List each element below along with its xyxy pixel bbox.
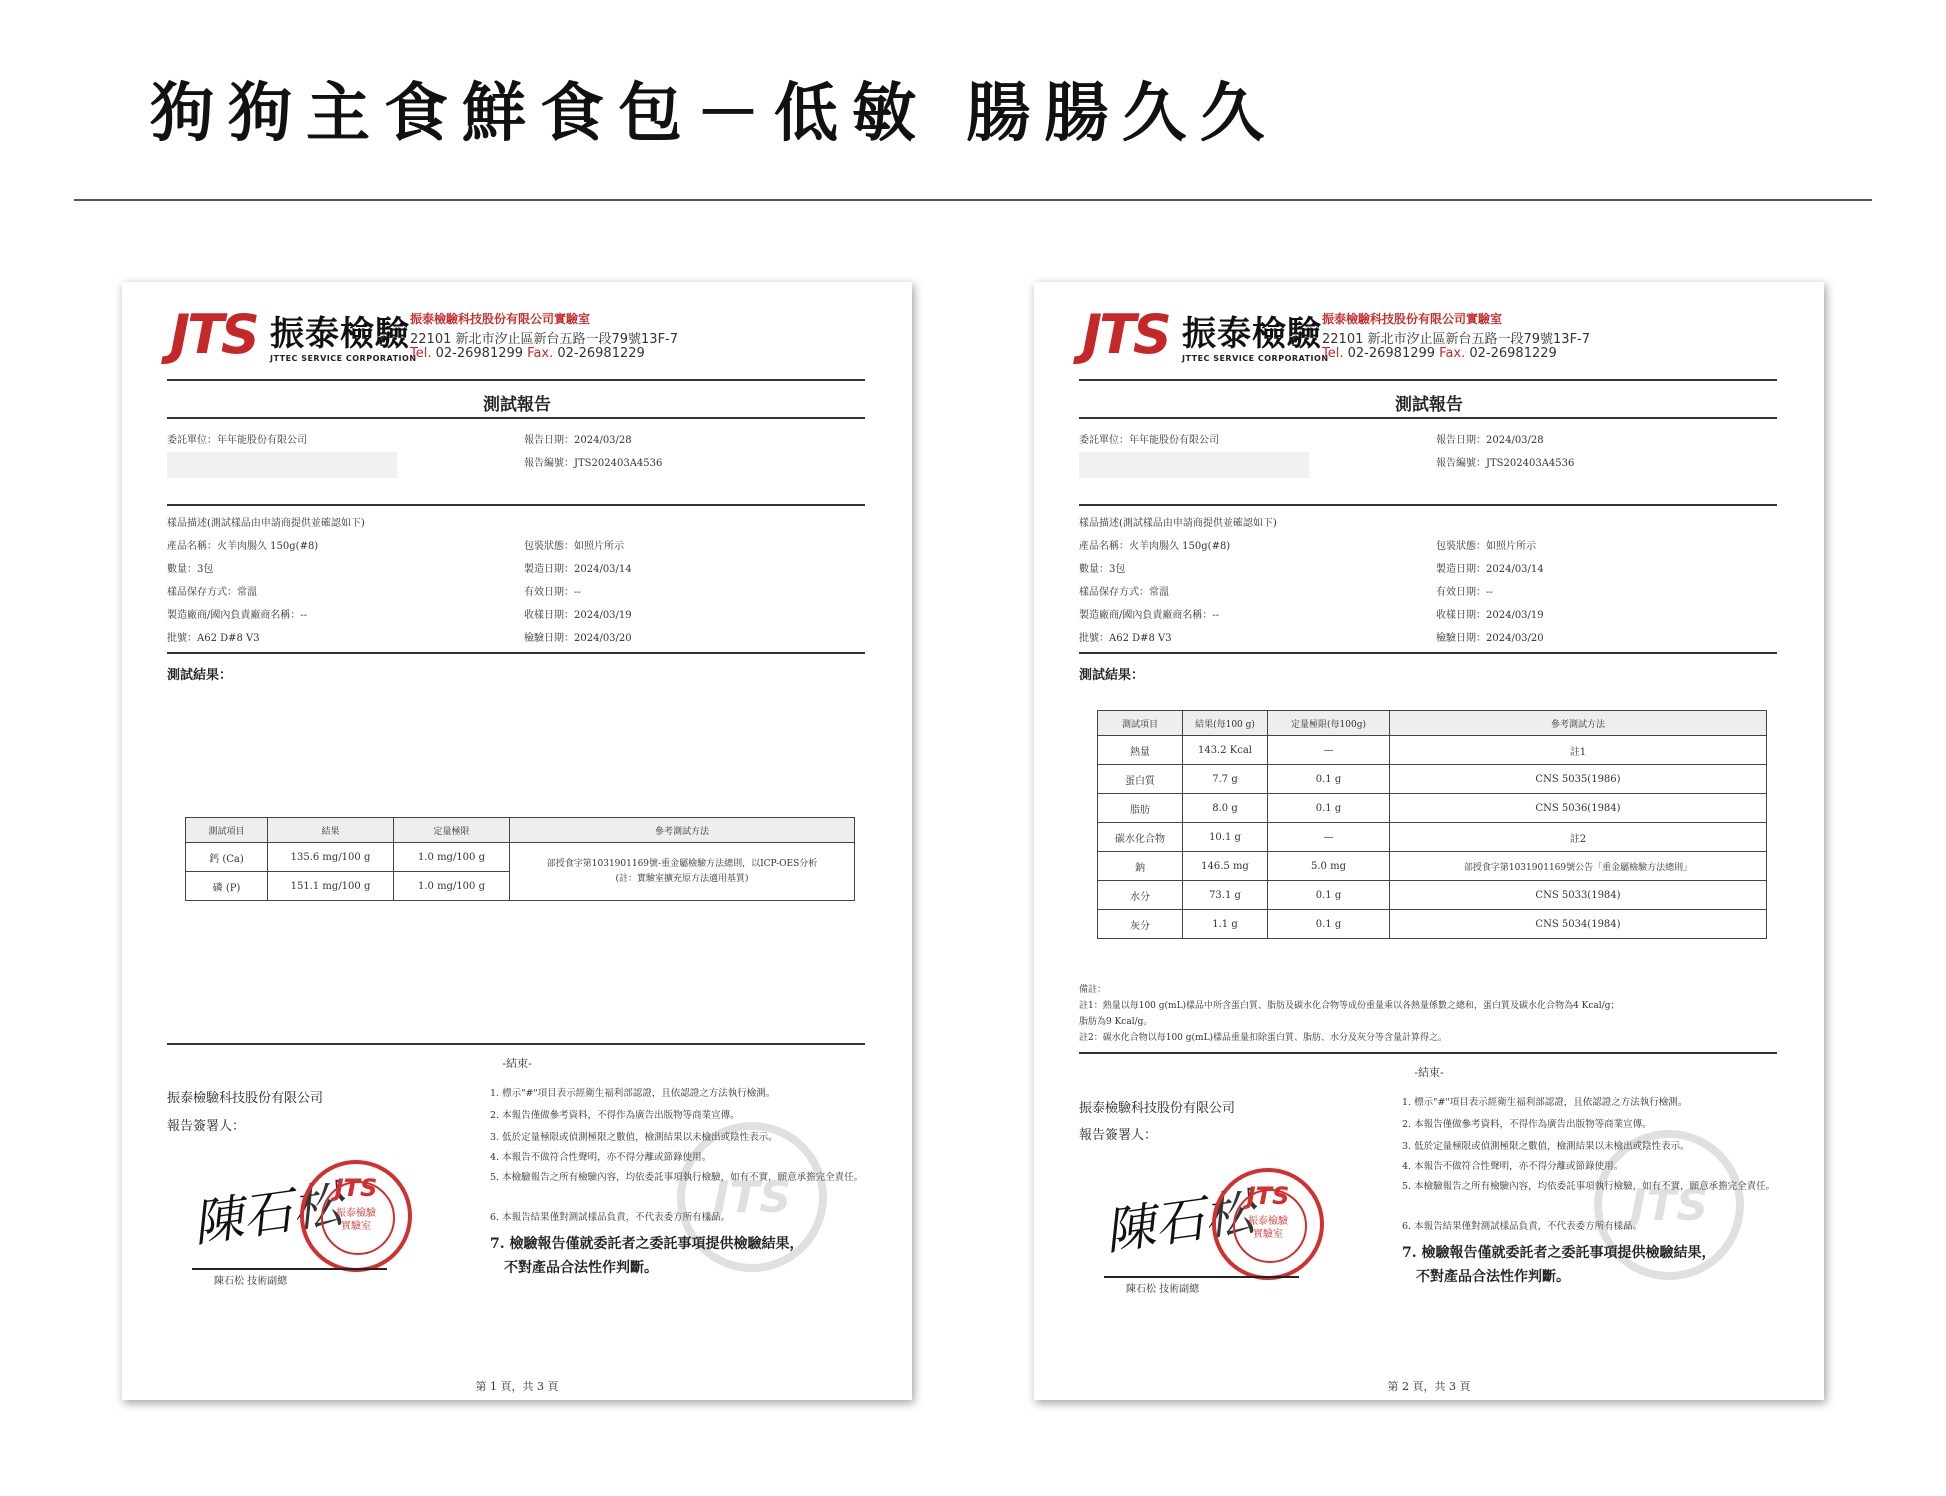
page-number: 第 2 頁，共 3 頁: [1387, 1380, 1471, 1393]
table-header-row: [1098, 711, 1767, 736]
signing-company: 振泰檢驗科技股份有限公司: [167, 1091, 324, 1106]
tel-label: Tel.: [410, 346, 432, 361]
rule: [1079, 652, 1777, 654]
lab-company-name: 振泰檢驗科技股份有限公司實驗室: [410, 312, 591, 326]
table-cell: 註2: [1390, 823, 1767, 852]
table-cell: 水分: [1098, 881, 1183, 910]
storage-field: 樣品保存方式：常溫: [1079, 587, 1169, 598]
table-cell: CNS 5036(1984): [1390, 794, 1767, 823]
end-label: -結束-: [502, 1057, 532, 1070]
table-cell: 0.1 g: [1268, 881, 1390, 910]
expiry-field: 有效日期：--: [524, 587, 581, 598]
signature-line: [192, 1268, 387, 1270]
table-cell: CNS 5033(1984): [1390, 881, 1767, 910]
client-field: 委託單位：年年能股份有限公司: [167, 435, 307, 446]
rule: [1079, 504, 1777, 506]
report-title: 測試報告: [483, 395, 551, 415]
table-cell: 143.2 Kcal: [1183, 736, 1268, 765]
logo-chinese-name: 振泰檢驗: [270, 314, 410, 354]
batch-field: 批號：A62 D#8 V3: [167, 633, 260, 644]
redacted-block: [167, 452, 397, 478]
table-cell: 灰分: [1098, 910, 1183, 939]
logo-english-name: JTTEC SERVICE CORPORATION: [1182, 354, 1329, 363]
table-row: [1098, 736, 1767, 765]
signer-name: 陳石松 技術副總: [214, 1276, 288, 1287]
note-1-cont: 脂肪為9 Kcal/g。: [1079, 1017, 1153, 1027]
table-cell: 脂肪: [1098, 794, 1183, 823]
condition-item: 6. 本報告結果僅對測試樣品負責，不代表委方所有樣品。: [490, 1212, 731, 1223]
table-cell: 部授食字第1031901169號公告「重金屬檢驗方法總則」: [1390, 852, 1767, 881]
table-row: [1098, 910, 1767, 939]
condition-item: 1. 標示"#"項目表示經衛生福利部認證，且依認證之方法執行檢測。: [490, 1088, 776, 1099]
table-cell: 73.1 g: [1183, 881, 1268, 910]
seal-text: 振泰檢驗: [1248, 1216, 1288, 1227]
handwritten-signature: 陳石松: [1101, 1182, 1258, 1262]
packaging-field: 包裝狀態：如照片所示: [524, 541, 624, 552]
test-date-field: 檢驗日期：2024/03/20: [1436, 633, 1544, 644]
lab-address: 22101 新北市汐止區新台五路一段79號13F-7: [1322, 332, 1591, 347]
note-1: 註1：熱量以每100 g(mL)樣品中所含蛋白質、脂肪及碳水化合物等成份重量乘以各熱量係數之總和，蛋白質及碳水化合物為4 Kcal/g；: [1079, 1001, 1620, 1011]
results-heading: 測試結果：: [167, 668, 233, 683]
expiry-field: 有效日期：--: [1436, 587, 1493, 598]
signature-line: [1104, 1276, 1299, 1278]
table-row: [1098, 765, 1767, 794]
condition-item: 4. 本報告不做符合性聲明，亦不得分離或節錄使用。: [490, 1152, 712, 1163]
quantity-field: 數量：3包: [1079, 564, 1126, 575]
table-header-row: [186, 818, 855, 843]
table-cell: 0.1 g: [1268, 765, 1390, 794]
signing-company: 振泰檢驗科技股份有限公司: [1079, 1101, 1236, 1116]
report-page-2[interactable]: [1034, 282, 1824, 1400]
table-row: [1098, 852, 1767, 881]
table-cell: 鈉: [1098, 852, 1183, 881]
maker-field: 製造廠商/國內負責廠商名稱：--: [167, 610, 308, 621]
method-note: (註：實驗室擴充原方法適用基質): [615, 873, 749, 884]
table-row: [186, 843, 855, 872]
table-cell: 1.0 mg/100 g: [394, 843, 510, 872]
sample-description: 樣品描述(測試樣品由申請商提供並確認如下): [167, 518, 365, 529]
signer-name: 陳石松 技術副總: [1126, 1284, 1200, 1295]
mfg-date-field: 製造日期：2024/03/14: [1436, 564, 1544, 575]
table-cell: 註1: [1390, 736, 1767, 765]
watermark-seal-icon: JTS: [1594, 1130, 1744, 1280]
table-cell: 1.1 g: [1183, 910, 1268, 939]
rule: [167, 504, 865, 506]
report-conditions: [1402, 1096, 1797, 1326]
table-cell: 5.0 mg: [1268, 852, 1390, 881]
quantity-field: 數量：3包: [167, 564, 214, 575]
end-label: -結束-: [1414, 1066, 1444, 1079]
maker-field: 製造廠商/國內負責廠商名稱：--: [1079, 610, 1220, 621]
table-cell: CNS 5035(1986): [1390, 765, 1767, 794]
results-table: [185, 817, 855, 901]
table-cell: 1.0 mg/100 g: [394, 872, 510, 901]
table-cell: 135.6 mg/100 g: [268, 843, 394, 872]
condition-item: 5. 本檢驗報告之所有檢驗內容，均依委託事項執行檢驗，如有不實，願意承擔完全責任。: [1402, 1181, 1776, 1192]
condition-item: 3. 低於定量極限或偵測極限之數值，檢測結果以未檢出或陰性表示。: [1402, 1141, 1690, 1152]
report-number-field: 報告編號：JTS202403A4536: [1436, 458, 1575, 469]
condition-item: 7. 檢驗報告僅就委託者之委託事項提供檢驗結果，: [490, 1236, 804, 1252]
rule: [167, 1043, 865, 1045]
lab-seal-icon: [1212, 1168, 1324, 1280]
tel-number: 02-26981299: [1347, 346, 1436, 361]
table-cell: —: [1268, 736, 1390, 765]
rule: [167, 652, 865, 654]
seal-text: 實驗室: [341, 1221, 371, 1232]
table-header: 參考測試方法: [1390, 711, 1767, 736]
report-date-field: 報告日期：2024/03/28: [1436, 435, 1544, 446]
condition-item: 不對產品合法性作判斷。: [1416, 1269, 1570, 1285]
table-notes: [1079, 982, 1779, 1046]
letterhead: [1082, 298, 1802, 368]
table-cell: 8.0 g: [1183, 794, 1268, 823]
storage-field: 樣品保存方式：常溫: [167, 587, 257, 598]
jts-logo-icon: JTS: [1082, 303, 1169, 366]
lab-contact: [410, 346, 645, 361]
method-line: 部授食字第1031901169號-重金屬檢驗方法總則，以ICP-OES分析: [546, 858, 818, 869]
fax-label: Fax.: [1439, 346, 1466, 361]
lab-contact: [1322, 346, 1557, 361]
tel-number: 02-26981299: [435, 346, 524, 361]
signer-label: 報告簽署人：: [167, 1119, 246, 1134]
rule: [167, 379, 865, 381]
table-cell: 146.5 mg: [1183, 852, 1268, 881]
lab-seal-icon: [300, 1160, 412, 1272]
table-cell: 10.1 g: [1183, 823, 1268, 852]
receive-date-field: 收樣日期：2024/03/19: [1436, 610, 1544, 621]
method-cell: [510, 843, 855, 901]
table-cell: 151.1 mg/100 g: [268, 872, 394, 901]
note-2: 註2：碳水化合物以每100 g(mL)樣品重量扣除蛋白質、脂肪、水分及灰分等含量計算得之。: [1079, 1033, 1448, 1043]
rule: [1079, 1052, 1777, 1054]
handwritten-signature: 陳石松: [189, 1174, 346, 1254]
condition-item: 1. 標示"#"項目表示經衛生福利部認證，且依認證之方法執行檢測。: [1402, 1097, 1688, 1108]
title-divider: [74, 199, 1872, 201]
watermark-seal-icon: JTS: [677, 1122, 827, 1272]
condition-item: 3. 低於定量極限或偵測極限之數值，檢測結果以未檢出或陰性表示。: [490, 1132, 778, 1143]
table-cell: 蛋白質: [1098, 765, 1183, 794]
table-row: [1098, 823, 1767, 852]
table-cell: 磷 (P): [186, 872, 268, 901]
sample-description: 樣品描述(測試樣品由申請商提供並確認如下): [1079, 518, 1277, 529]
condition-item: 不對產品合法性作判斷。: [504, 1260, 658, 1276]
rule: [1079, 417, 1777, 419]
condition-item: 2. 本報告僅做參考資料，不得作為廣告出版物等商業宣傳。: [490, 1110, 740, 1121]
page-title: 狗狗主食鮮食包－低敏 腸腸久久: [150, 77, 1279, 151]
table-header: 定量極限(每100g): [1268, 711, 1390, 736]
seal-mark: JTS: [1246, 1182, 1290, 1210]
condition-item: 5. 本檢驗報告之所有檢驗內容，均依委託事項執行檢驗，如有不實，願意承擔完全責任。: [490, 1172, 864, 1183]
table-header: 結果: [268, 818, 394, 843]
nutrition-table: [1097, 710, 1767, 939]
table-row: [1098, 794, 1767, 823]
packaging-field: 包裝狀態：如照片所示: [1436, 541, 1536, 552]
notes-title: 備註：: [1079, 985, 1107, 995]
receive-date-field: 收樣日期：2024/03/19: [524, 610, 632, 621]
fax-number: 02-26981229: [557, 346, 645, 361]
report-conditions: [490, 1087, 885, 1317]
letterhead: [170, 298, 890, 368]
client-field: 委託單位：年年能股份有限公司: [1079, 435, 1219, 446]
report-title: 測試報告: [1395, 395, 1463, 415]
redacted-block: [1079, 452, 1309, 478]
jts-logo-icon: JTS: [170, 303, 257, 366]
table-cell: 0.1 g: [1268, 794, 1390, 823]
table-cell: 熱量: [1098, 736, 1183, 765]
table-header: 測試項目: [186, 818, 268, 843]
table-header: 定量極限: [394, 818, 510, 843]
results-heading: 測試結果：: [1079, 668, 1145, 683]
report-date-field: 報告日期：2024/03/28: [524, 435, 632, 446]
table-row: [1098, 881, 1767, 910]
rule: [167, 417, 865, 419]
seal-text: 振泰檢驗: [336, 1208, 376, 1219]
product-name-field: 產品名稱：火羊肉腸久 150g(#8): [1079, 541, 1231, 552]
batch-field: 批號：A62 D#8 V3: [1079, 633, 1172, 644]
table-cell: 碳水化合物: [1098, 823, 1183, 852]
fax-label: Fax.: [527, 346, 554, 361]
table-header: 參考測試方法: [510, 818, 855, 843]
table-cell: 鈣 (Ca): [186, 843, 268, 872]
signer-label: 報告簽署人：: [1079, 1128, 1158, 1143]
condition-item: 6. 本報告結果僅對測試樣品負責，不代表委方所有樣品。: [1402, 1221, 1643, 1232]
lab-company-name: 振泰檢驗科技股份有限公司實驗室: [1322, 312, 1503, 326]
table-header: 測試項目: [1098, 711, 1183, 736]
tel-label: Tel.: [1322, 346, 1344, 361]
mfg-date-field: 製造日期：2024/03/14: [524, 564, 632, 575]
condition-item: 2. 本報告僅做參考資料，不得作為廣告出版物等商業宣傳。: [1402, 1119, 1652, 1130]
report-number-field: 報告編號：JTS202403A4536: [524, 458, 663, 469]
condition-item: 7. 檢驗報告僅就委託者之委託事項提供檢驗結果，: [1402, 1245, 1716, 1261]
logo-chinese-name: 振泰檢驗: [1182, 314, 1322, 354]
table-cell: CNS 5034(1984): [1390, 910, 1767, 939]
rule: [1079, 379, 1777, 381]
fax-number: 02-26981229: [1469, 346, 1557, 361]
report-page-1[interactable]: [122, 282, 912, 1400]
table-cell: 7.7 g: [1183, 765, 1268, 794]
table-header: 結果(每100 g): [1183, 711, 1268, 736]
condition-item: 4. 本報告不做符合性聲明，亦不得分離或節錄使用。: [1402, 1161, 1624, 1172]
test-date-field: 檢驗日期：2024/03/20: [524, 633, 632, 644]
seal-mark: JTS: [334, 1174, 378, 1202]
table-cell: —: [1268, 823, 1390, 852]
page-number: 第 1 頁，共 3 頁: [475, 1380, 559, 1393]
lab-address: 22101 新北市汐止區新台五路一段79號13F-7: [410, 332, 679, 347]
product-name-field: 產品名稱：火羊肉腸久 150g(#8): [167, 541, 319, 552]
logo-english-name: JTTEC SERVICE CORPORATION: [270, 354, 417, 363]
seal-text: 實驗室: [1253, 1229, 1283, 1240]
table-cell: 0.1 g: [1268, 910, 1390, 939]
